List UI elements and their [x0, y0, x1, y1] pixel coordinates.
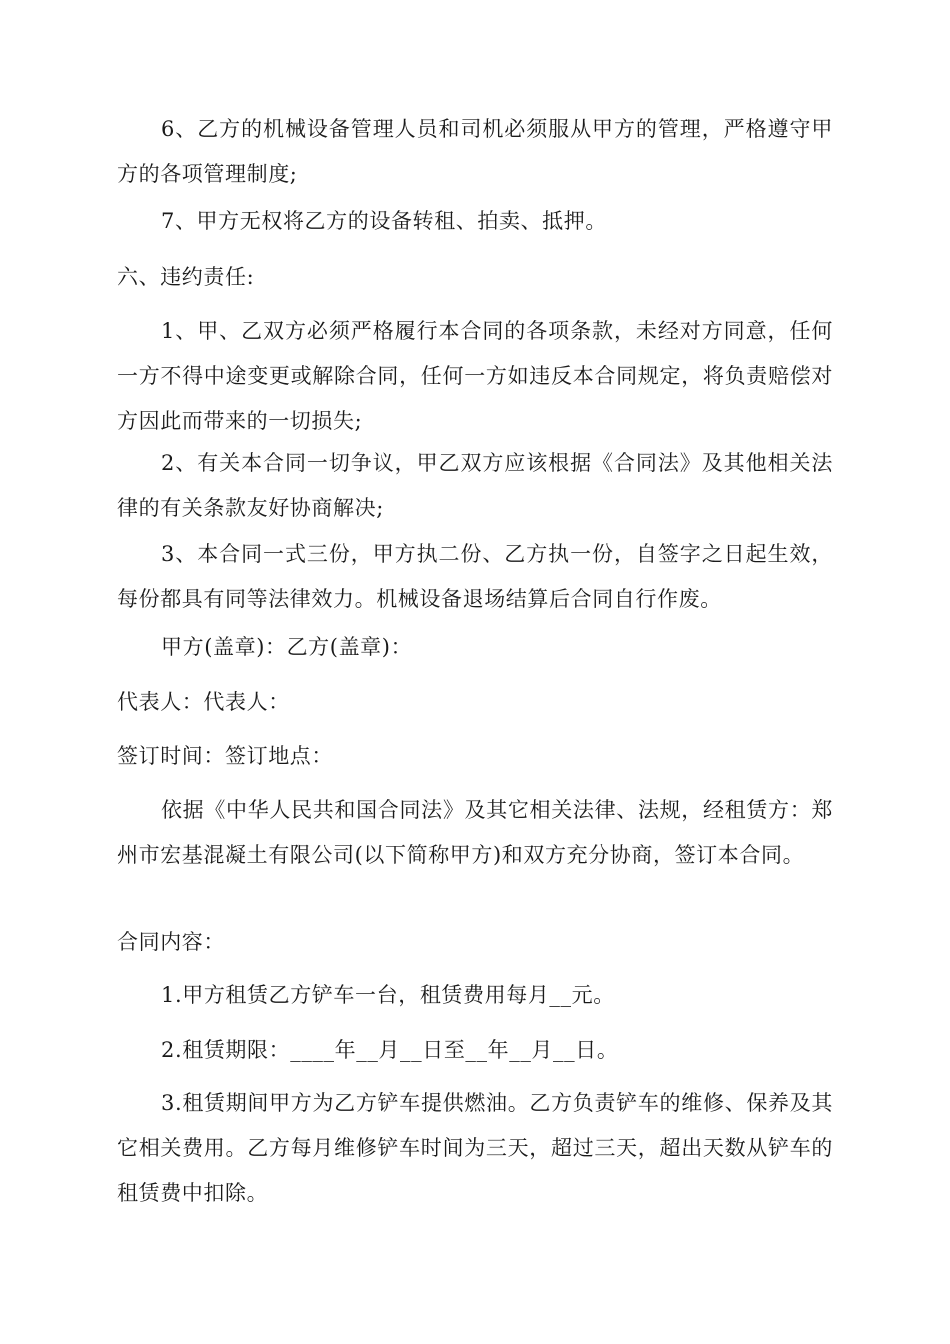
clause-6-management: 6、乙方的机械设备管理人员和司机必须服从甲方的管理，严格遵守甲方的各项管理制度; — [117, 117, 833, 186]
representative-line: 代表人：代表人： — [117, 690, 290, 714]
liability-clause-1: 1、甲、乙双方必须严格履行本合同的各项条款，未经对方同意，任何一方不得中途变更或解除合同，任何一方如违反本合同规定，将负责赔偿对方因此而带来的一切损失; — [117, 319, 833, 433]
signing-time-place-line: 签订时间：签订地点： — [117, 744, 333, 768]
section-heading-liability: 六、违约责任: — [117, 265, 255, 289]
liability-clause-2: 2、有关本合同一切争议，甲乙双方应该根据《合同法》及其他相关法律的有关条款友好协商解决; — [117, 451, 833, 520]
content-item-1-rental-fee: 1.甲方租赁乙方铲车一台，租赁费用每月__元。 — [161, 983, 615, 1007]
contract-preamble: 依据《中华人民共和国合同法》及其它相关法律、法规，经租赁方：郑州市宏基混凝土有限公司(以下简称甲方)和双方充分协商，签订本合同。 — [117, 798, 833, 867]
liability-clause-3: 3、本合同一式三份，甲方执二份、乙方执一份，自签字之日起生效，每份都具有同等法律效力。机械设备退场结算后合同自行作废。 — [117, 542, 833, 611]
content-item-2-rental-period: 2.租赁期限：____年__月__日至__年__月__日。 — [161, 1038, 619, 1062]
signature-seal-line: 甲方(盖章)：乙方(盖章)： — [161, 635, 413, 659]
contract-content-heading: 合同内容： — [117, 930, 225, 954]
content-item-3-fuel-maintenance: 3.租赁期间甲方为乙方铲车提供燃油。乙方负责铲车的维修、保养及其它相关费用。乙方每月维修铲车时间为三天，超过三天，超出天数从铲车的租赁费中扣除。 — [117, 1091, 833, 1205]
clause-7-no-sublease: 7、甲方无权将乙方的设备转租、拍卖、抵押。 — [161, 209, 607, 233]
